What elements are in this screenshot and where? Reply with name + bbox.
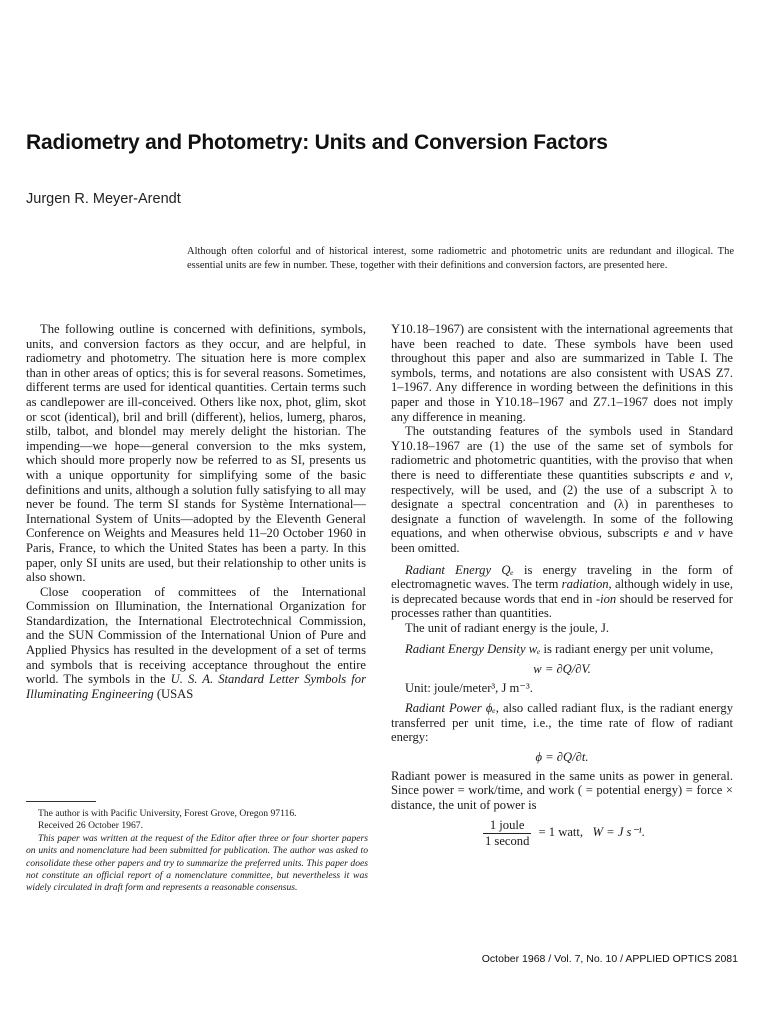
- left-column: [26, 322, 366, 701]
- cooperation-text: Close cooperation of committees of the International Commission on Illumination, the International Organization for Standardization, the International Electrotechnical Commission, and the SUN Commission of the International Union of Pure and Applied Physics has resulted in the development of a set of terms and symbols that is receiving acceptance throughout the entire world. The symbols in the: [26, 584, 366, 687]
- equation-radiant-power: ϕ = ∂Q/∂t.: [535, 750, 589, 765]
- paragraph-energy-density: [391, 642, 733, 657]
- features-text-f: have been omitted.: [391, 526, 734, 555]
- subscript-v-2: v: [698, 526, 704, 541]
- density-text: is radiant energy per unit volume,: [540, 642, 714, 657]
- paragraph-intro: The following outline is concerned with definitions, symbols, units, and conversion factors as they occur, and are helpful, in radiometry and photometry. The situation here is more complex than in other areas of optics; this is for several reasons. Sometimes, different terms are used for identical quantities. Certain terms such as candlepower are ill-conceived. Others like nox, phot, glim, skot or scot (identical), bril and brill (different), helios, lumerg, pharos, stilb, talbot, and blondel may merely delight the historian. The impending—we hope—general conversion to the mks system, which should more properly now be referred to as SI, presents us with a unique opportunity for simplifying some of the basic definitions and units, although a solution fully satisfying to all may never be found. The term SI stands for Système International—International System of Units—adopted by the Eleventh General Conference on Weights and Measures held 11–20 October 1960 in Paris, France, to which the United States has been a party. In this paper, only SI units are used, but their relationship to other units is also shown.: [26, 322, 366, 585]
- paragraph-energy-unit: The unit of radiant energy is the joule, J.: [405, 620, 610, 635]
- paragraph-continuation: Y10.18–1967) are consistent with the international agreements that have been reached to date. These symbols have been used throughout this paper and also are summarized in Table I. The symbols, terms, and notations are also consistent with USAS Z7. 1–1967. Any difference in wording between the definitions in this paper and those in Y10.18–1967 and Z7.1–1967 does not imply any difference in meaning.: [391, 322, 733, 424]
- fraction-numerator: 1 joule: [483, 818, 531, 834]
- subscript-e: e: [689, 467, 695, 482]
- paragraph-features: [391, 424, 733, 555]
- paragraph-radiant-energy: [391, 563, 733, 621]
- cooperation-tail: (USAS: [153, 686, 194, 701]
- standard-title: U. S. A. Standard Letter Symbols for Illuminating Engineering: [26, 672, 366, 701]
- equation-energy-density: w = ∂Q/∂V.: [533, 662, 591, 677]
- term-radiant-power: Radiant Power ϕₑ,: [405, 701, 499, 716]
- footnotes: [26, 808, 368, 895]
- footnote-divider: [26, 801, 96, 802]
- paragraph-power-units: Radiant power is measured in the same units as power in general. Since power = work/time, and work ( = potential energy) = force × distance, the unit of power is: [391, 768, 733, 812]
- footnote-received: Received 26 October 1967.: [38, 820, 143, 832]
- power-text: also called radiant flux, is the radiant energy transferred per unit time, i.e., the time rate of flow of radiant energy:: [391, 701, 733, 745]
- features-text-a: The outstanding features of the symbols used in Standard Y10.18–1967 are (1) the use of the same set of symbols for radiometric and photometric quantities, with the proviso that when there is need to differentiate these quantities subscripts: [391, 424, 733, 482]
- term-radiant-energy: Radiant Energy Qₑ: [405, 562, 514, 577]
- paragraph-radiant-power: [391, 701, 733, 745]
- suffix-ion: -ion: [595, 591, 617, 606]
- paper-title: Radiometry and Photometry: Units and Conversion Factors: [26, 131, 608, 154]
- fraction-joule-second: [483, 818, 531, 848]
- footnote-affiliation: The author is with Pacific University, Forest Grove, Oregon 97116.: [38, 808, 297, 819]
- editor-note-text: This paper was written at the request of the Editor after three or four shorter papers on units and nomenclature had been submitted for publication. The author was asked to consolidate these other papers and try to summarize the preferred units. This paper does not constitute an official report of a nomenclature committee, but nevertheless it was widely circulated in draft form and represents a reasonable consensus.: [26, 832, 368, 894]
- subscript-e-2: e: [663, 526, 669, 541]
- equation-watt: [391, 818, 733, 848]
- term-radiation: radiation,: [561, 577, 612, 592]
- term-energy-density: Radiant Energy Density wₑ: [405, 642, 541, 657]
- page-footer: October 1968 / Vol. 7, No. 10 / APPLIED OPTICS 2081: [481, 953, 738, 965]
- features-text-c: , respectively, will be used, and (2) the use of a subscript λ to designate a spectral concentration and (λ) in parentheses to designate a function of wavelength. In some of the following equations, and when otherwise obvious, subscripts: [391, 467, 733, 541]
- watt-definition: W = J s⁻¹.: [592, 825, 646, 840]
- footnote-editor-note: [26, 833, 368, 895]
- subscript-v: v: [724, 467, 730, 482]
- energy-text-a: is energy traveling in the form of electromagnetic waves. The term: [391, 562, 733, 592]
- author-name: Jurgen R. Meyer-Arendt: [26, 191, 181, 207]
- watt-equality: = 1 watt,: [538, 825, 584, 840]
- paragraph-cooperation: [26, 585, 366, 702]
- energy-text-c: should be reserved for processes rather than quantities.: [391, 591, 733, 621]
- density-unit: Unit: joule/meter³, J m⁻³.: [405, 680, 533, 695]
- features-text-d: and: [668, 526, 699, 541]
- fraction-denominator: 1 second: [484, 834, 530, 848]
- right-column: [391, 322, 733, 849]
- abstract: Although often colorful and of historical interest, some radiometric and photometric units are redundant and illogical. The essential units are few in number. These, together with their definitions and conversion factors, are presented here.: [187, 246, 734, 271]
- features-text-b: and: [694, 467, 725, 482]
- energy-text-b: although widely in use, is deprecated because words that end in: [391, 577, 733, 606]
